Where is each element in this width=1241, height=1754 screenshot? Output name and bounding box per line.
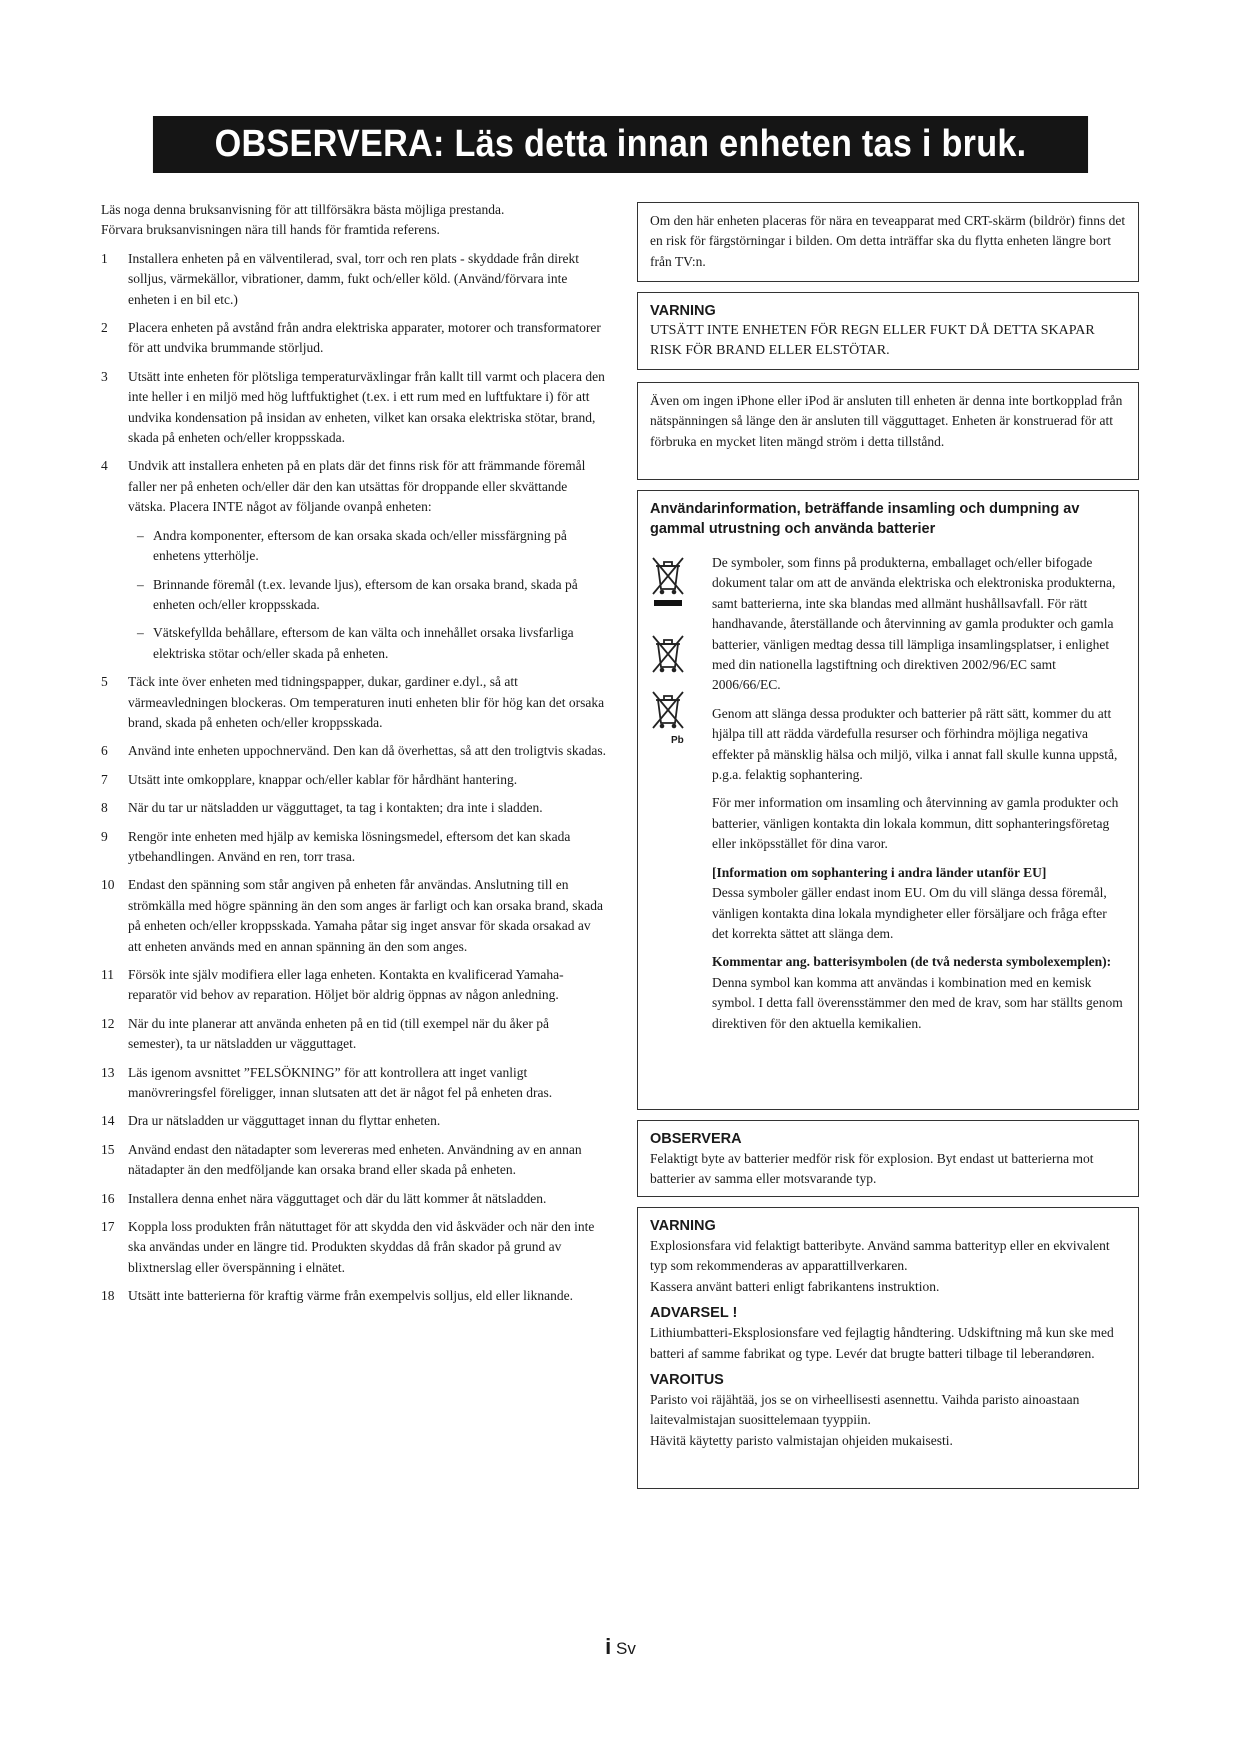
item-number: 17 <box>101 1219 115 1235</box>
page-title: OBSERVERA: Läs detta innan enheten tas i bruk. <box>153 116 1088 173</box>
disposal-body <box>650 553 1126 1042</box>
item-number: 9 <box>101 828 108 844</box>
item-number: 18 <box>101 1288 115 1304</box>
item-text: Undvik att installera enheten på en plats där det finns risk för att främmande föremål faller ner på enheten och/eller där den kan utsättas för droppande eller skvättande vätska. Placera INTE något av följande ovanpå enheten: <box>128 458 586 515</box>
caution-text: Felaktigt byte av batterier medför risk för explosion. Byt endast ut batterierna mot batterier av samma eller motsvarande typ. <box>650 1151 1094 1187</box>
item-text: Rengör inte enheten med hjälp av kemiska lösningsmedel, eftersom det kan skada ytbehandlingen. Använd en ren, torr trasa. <box>128 828 571 864</box>
list-item <box>101 770 606 790</box>
item-text: Täck inte över enheten med tidningspapper, dukar, gardiner e.dyl., så att värmeavledningen blockeras. Om temperaturen inuti enheten blir för hög kan det orsaka brand, skada på enheten och/eller kroppsskada. <box>128 674 605 730</box>
item-number: 15 <box>101 1141 115 1157</box>
item-text: Utsätt inte omkopplare, knappar och/eller kablar för hårdhänt hantering. <box>128 771 518 787</box>
item-number: 6 <box>101 743 108 759</box>
list-item <box>101 1189 606 1209</box>
list-item <box>101 965 606 1006</box>
battery-symbol-heading: Kommentar ang. batterisymbolen (de två nedersta symbolexemplen): <box>712 954 1112 970</box>
pb-label: Pb <box>671 735 684 746</box>
varoitus-text: Paristo voi räjähtää, jos se on virheellisesti asennettu. Vaihda paristo ainoastaan laitevalmistajan suosittelemaan tyyppiin. <box>650 1392 1080 1428</box>
dash-bullet: – <box>137 625 144 641</box>
non-eu-heading: [Information om sophantering i andra länder utanför EU] <box>712 864 1047 880</box>
safety-list <box>101 249 606 1307</box>
language-code: Sv <box>616 1639 636 1658</box>
item-number: 13 <box>101 1064 115 1080</box>
disposal-paragraph: De symboler, som finns på produkterna, emballaget och/eller bifogade dokument talar om att de använda elektriska och elektroniska produkterna, samt batterierna, inte ska blandas med allmänt hushållsavfall. För rätt handhavande, återställande och återvinning av gamla produkter och gamla batterier, vänligen medtag dessa till lämpliga insamlingsplatser, i enlighet med din nationella lagstiftning och direktiven 2002/96/EC samt 2006/66/EC. <box>712 555 1116 693</box>
list-item <box>101 875 606 957</box>
item-text: Dra ur nätsladden ur vägguttaget innan du flyttar enheten. <box>128 1113 441 1129</box>
item-text: Placera enheten på avstånd från andra elektriska apparater, motorer och transformatorer för att undvika brummande störljud. <box>128 320 601 356</box>
crt-note-text: Om den här enheten placeras för nära en teveapparat med CRT-skärm (bildrör) finns det en risk för färgstörningar i bilden. Om detta inträffar ska du flytta enheten längre bort från TV:n. <box>650 213 1126 269</box>
list-item <box>101 1014 606 1055</box>
item-text: Utsätt inte batterierna för kraftig värme från exempelvis solljus, eld eller liknande. <box>128 1288 573 1304</box>
item-number: 4 <box>101 458 108 474</box>
item-text: Endast den spänning som står angiven på enheten får användas. Anslutning till en strömkälla med högre spänning än den som anges är farligt och kan orsaka brand, skada på enheten och/eller kroppsskada. Yamaha påtar sig inget ansvar för skada orsakad av att enheten används med en annan spänning än den som anges. <box>128 877 603 954</box>
item-number: 2 <box>101 320 108 336</box>
list-item <box>101 1063 606 1104</box>
item-number: 11 <box>101 967 114 982</box>
sub-list-item <box>128 623 606 664</box>
varning-text: Explosionsfara vid felaktigt batteribyte. Använd samma batterityp eller en ekvivalent typ som rekommenderas av apparattillverkaren. <box>650 1238 1110 1274</box>
sub-item-text: Vätskefyllda behållare, eftersom de kan välta och innehållet orsaka livsfarliga elektriska stötar och/eller skada på enheten. <box>153 625 574 661</box>
crt-note-box <box>637 202 1139 282</box>
varoitus-text: Hävitä käytetty paristo valmistajan ohjeiden mukaisesti. <box>650 1432 953 1448</box>
item-text: Utsätt inte enheten för plötsliga temperaturväxlingar från kallt till varmt och placera den inte heller i en miljö med hög luftfuktighet (t.ex. i ett rum med en luftfuktare i) för att undvika kondensation på insidan av enheten, vilket kan orsaka elektriska stötar, brand, skada på enheten och/eller kroppsskada. <box>128 368 605 446</box>
item-text: Använd endast den nätadapter som levereras med enheten. Användning av en annan nätadapter än den medföljande kan orsaka brand eller skada på enheten. <box>128 1141 582 1178</box>
disposal-text <box>712 553 1126 1042</box>
item-number: 3 <box>101 368 108 384</box>
list-item <box>101 1286 606 1306</box>
item-text: Försök inte själv modifiera eller laga enheten. Kontakta en kvalificerad Yamaha-reparatör vid behov av reparation. Höljet bör aldrig öppnas av någon anledning. <box>128 967 564 1003</box>
instructions-column <box>101 200 606 1315</box>
moisture-warning-box <box>637 292 1139 370</box>
page-number: i <box>605 1634 612 1659</box>
sub-list-item <box>128 575 606 616</box>
item-number: 5 <box>101 674 108 690</box>
varning-text: Kassera använt batteri enligt fabrikantens instruktion. <box>650 1278 940 1294</box>
list-item <box>101 456 606 664</box>
item-text: Läs igenom avsnittet ”FELSÖKNING” för att kontrollera att inget vanligt manövreringsfel föreligger, innan slutsaten att det är något fel på enheten dras. <box>128 1064 553 1101</box>
caution-heading: OBSERVERA <box>650 1131 742 1147</box>
advarsel-heading: ADVARSEL ! <box>650 1305 738 1322</box>
list-item <box>101 741 606 761</box>
advarsel-text: Lithiumbatteri-Eksplosionsfare ved fejlagtig håndtering. Udskiftning må kun ske med batteri af samme fabrikat og type. Levér dat brugte batteri tilbage til leberandøren. <box>650 1325 1114 1361</box>
sub-list <box>128 526 606 664</box>
battery-caution-box <box>637 1120 1139 1197</box>
disposal-paragraph: Genom att slänga dessa produkter och batterier på rätt sätt, kommer du att hjälpa till att rädda värdefulla resurser och förhindra möjliga negativa effekter på mänsklig hälsa och miljö, vilka i annat fall skulle kunna uppstå, p.g.a. felaktig sophantering. <box>712 705 1118 783</box>
sub-list-item <box>128 526 606 567</box>
item-text: När du tar ur nätsladden ur vägguttaget, ta tag i kontakten; dra inte i sladden. <box>128 800 543 816</box>
weee-bin-icon <box>650 633 686 675</box>
intro-line: Förvara bruksanvisningen nära till hands för framtida referens. <box>101 222 440 238</box>
list-item <box>101 672 606 733</box>
list-item <box>101 827 606 868</box>
varning-heading: VARNING <box>650 1218 716 1234</box>
warning-text: UTSÄTT INTE ENHETEN FÖR REGN ELLER FUKT DÅ DETTA SKAPAR RISK FÖR BRAND ELLER ELSTÖTAR. <box>650 323 1095 359</box>
list-item <box>101 798 606 818</box>
item-number: 12 <box>101 1015 115 1031</box>
list-item <box>101 367 606 449</box>
list-item <box>101 1111 606 1131</box>
list-item <box>101 1140 606 1181</box>
list-item <box>101 249 606 310</box>
disposal-info-box <box>637 490 1139 1110</box>
warning-heading: VARNING <box>650 303 716 319</box>
item-text: När du inte planerar att använda enheten på en tid (till exempel när du åker på semester), ta ur nätsladden ur vägguttaget. <box>128 1015 549 1052</box>
item-number: 10 <box>101 877 115 893</box>
sub-item-text: Andra komponenter, eftersom de kan orsaka skada och/eller missfärgning på enhetens ytterhölje. <box>153 527 567 564</box>
standby-note-text: Även om ingen iPhone eller iPod är ansluten till enheten är denna inte bortkopplad från nätspänningen så länge den är ansluten till vägguttaget. Enheten är konstruerad för att förbruka en mycket liten mängd ström i detta tillstånd. <box>650 393 1123 449</box>
dash-bullet: – <box>137 527 144 543</box>
item-text: Installera denna enhet nära vägguttaget och där du lätt kommer åt nätsladden. <box>128 1190 547 1206</box>
item-number: 8 <box>101 800 108 816</box>
item-number: 7 <box>101 771 108 787</box>
disposal-icons <box>650 553 712 1042</box>
non-eu-text: Dessa symboler gäller endast inom EU. Om du vill slänga dessa föremål, vänligen kontakta dina lokala myndigheter eller försäljare och fråga efter det korrekta sättet att slänga dem. <box>712 885 1107 941</box>
disposal-heading: Användarinformation, beträffande insamling och dumpning av gammal utrustning och använda batterier <box>650 501 1080 537</box>
intro <box>101 200 606 241</box>
sub-item-text: Brinnande föremål (t.ex. levande ljus), eftersom de kan orsaka brand, skada på enheten och/eller kroppsskada. <box>153 576 578 612</box>
item-text: Använd inte enheten uppochnervänd. Den kan då överhettas, så att den troligtvis skadas. <box>128 743 606 759</box>
battery-warnings-box <box>637 1207 1139 1489</box>
varoitus-heading: VAROITUS <box>650 1372 724 1389</box>
item-number: 16 <box>101 1190 115 1206</box>
weee-bin-pb-icon <box>650 689 686 731</box>
list-item <box>101 318 606 359</box>
dash-bullet: – <box>137 576 144 592</box>
item-number: 14 <box>101 1113 115 1129</box>
standby-note-box <box>637 382 1139 480</box>
battery-symbol-text: Denna symbol kan komma att användas i kombination med en kemisk symbol. I detta fall överensstämmer den med de krav, som har ställts genom direktiven för den aktuella kemikalien. <box>712 974 1123 1031</box>
item-number: 1 <box>101 250 108 266</box>
item-text: Installera enheten på en välventilerad, sval, torr och ren plats - skyddade från direkt solljus, värmekällor, vibrationer, damm, fukt och/eller köld. (Använd/förvara inte enheten i en bil etc.) <box>128 250 579 307</box>
disposal-paragraph: För mer information om insamling och återvinning av gamla produkter och batterier, vänligen kontakta din lokala kommun, ditt sophanteringsföretag eller inköpsstället för dina varor. <box>712 795 1119 852</box>
page-footer <box>0 1634 1241 1660</box>
item-text: Koppla loss produkten från nätuttaget för att skydda den vid åskväder och när den inte ska användas under en längre tid. Produkten skyddas då från skador på grund av blixtnerslag eller överspänning i elnätet. <box>128 1219 595 1275</box>
intro-line: Läs noga denna bruksanvisning för att tillförsäkra bästa möjliga prestanda. <box>101 202 505 217</box>
weee-bin-bar-icon <box>650 555 686 607</box>
list-item <box>101 1217 606 1278</box>
